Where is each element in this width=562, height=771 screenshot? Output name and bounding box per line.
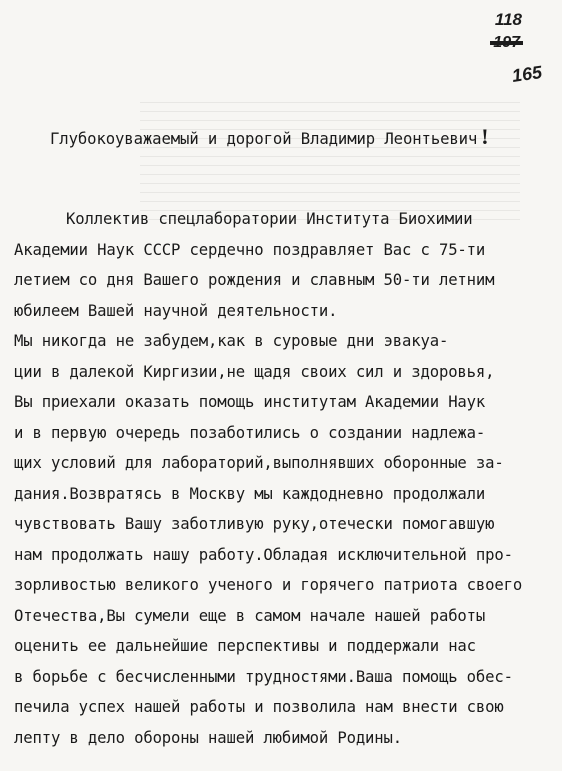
- body-line: дания.Возвратясь в Москву мы каждодневно продолжали: [14, 484, 486, 503]
- body-line: Академии Наук СССР сердечно поздравляет Вас с 75-ти: [14, 240, 486, 259]
- body-line: чувствовать Вашу заботливую руку,отечески помогавшую: [14, 515, 495, 533]
- body-line: юбилеем Вашей научной деятельности.: [14, 301, 338, 320]
- body-line: лепту в дело обороны нашей любимой Родины.: [14, 728, 403, 747]
- strike-mark: [490, 41, 523, 45]
- page-number-handwritten: 118: [494, 10, 522, 29]
- body-line: оценить ее дальнейшие перспективы и поддержали нас: [14, 637, 476, 655]
- body-line: Отечества,Вы сумели еще в самом начале нашей работы: [14, 606, 486, 625]
- body-line: и в первую очередь позаботились о создании надлежа-: [14, 423, 486, 442]
- body-line: Коллектив спецлаборатории Института Биохимии: [66, 210, 473, 228]
- body-line: щих условий для лабораторий,выполнявших оборонные за-: [14, 454, 504, 472]
- salutation-text: Глубокоуважаемый и дорогой Владимир Леонтьевич: [50, 130, 478, 148]
- body-line: зорливостью великого ученого и горячего патриота своего: [14, 576, 523, 594]
- body-line: печила успех нашей работы и позволила нам внести свою: [14, 698, 504, 716]
- salutation-exclamation: !: [481, 124, 489, 149]
- body-line: летием со дня Вашего рождения и славным 50-ти летним: [14, 271, 495, 289]
- page-number-final: 165: [510, 62, 544, 86]
- letter-body: [14, 204, 546, 753]
- page-number-crossed-out: [493, 34, 520, 52]
- body-line: нам продолжать нашу работу.Обладая исключительной про-: [14, 545, 513, 564]
- body-line: ции в далекой Киргизии,не щадя своих сил и здоровья,: [14, 362, 495, 381]
- body-line: Мы никогда не забудем,как в суровые дни эвакуа-: [14, 332, 449, 350]
- bleed-through-texture: [140, 100, 520, 220]
- body-line: в борьбе с бесчисленными трудностями.Ваша помощь обес-: [14, 667, 513, 686]
- salutation: [50, 124, 489, 150]
- body-line: Вы приехали оказать помощь институтам Академии Наук: [14, 393, 486, 411]
